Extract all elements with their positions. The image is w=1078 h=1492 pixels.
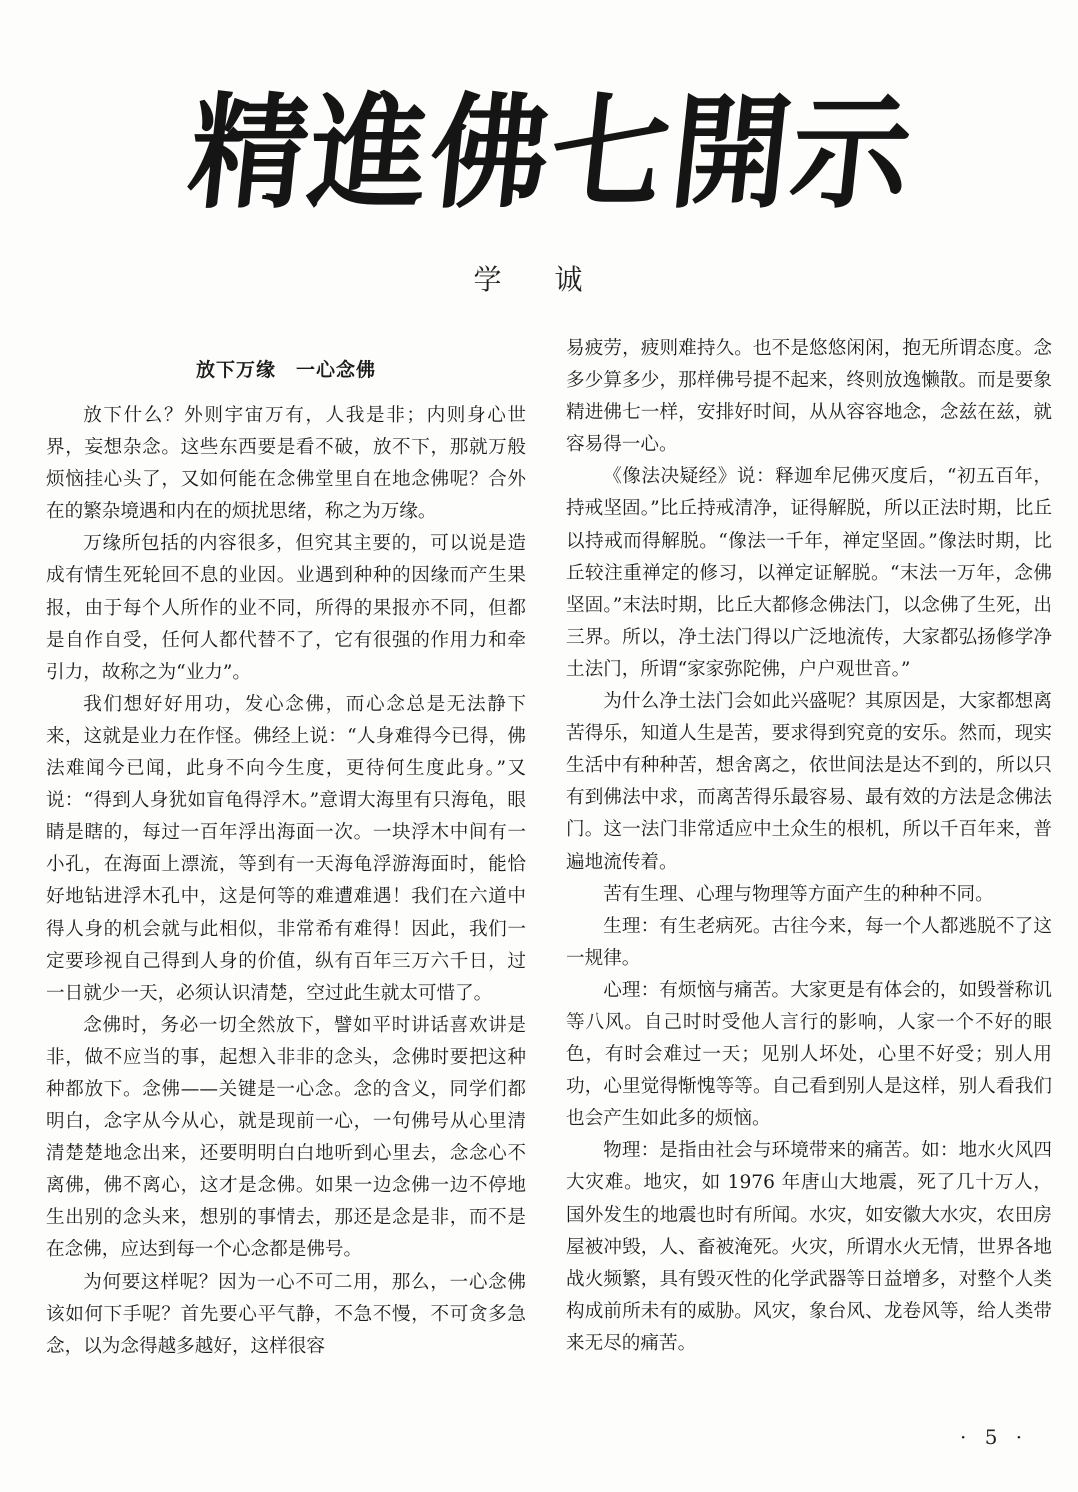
section-heading: 放下万缘 一心念佛 (195, 359, 376, 381)
title-char: 佛 (423, 79, 557, 226)
body-paragraph: 为什么净土法门会如此兴盛呢？其原因是，大家都想离苦得乐，知道人生是苦，要求得到究竟的安乐。然而，现实生活中有种种苦，想舍离之，依世间法是达不到的，所以只有到佛法中求，而离苦得乐最容易、最有效的方法是念佛法门。这一法门非常适应中土众生的根机，所以千百年来，普遍地流传着。 (566, 691, 1052, 873)
article-title (182, 78, 918, 228)
body-paragraph: 放下什么？外则宇宙万有，人我是非；内则身心世界，妄想杂念。这些东西要是看不破，放不下，那就万般烦恼挂心头了，又如何能在念佛堂里自在地念佛呢？合外在的繁杂境遇和内在的烦扰思绪，称之为万缘。 (46, 405, 526, 523)
body-paragraph: 念佛时，务必一切全然放下，譬如平时讲话喜欢讲是非，做不应当的事，起想入非非的念头，念佛时要把这种种都放下。念佛——关键是一心念。念的含义，同学们都明白，念字从今从心，就是现前一心，一句佛号从心里清清楚楚地念出来，还要明明白白地听到心里去，念念心不离佛，佛不离心，这才是念佛。如果一边念佛一边不停地生出别的念头来，想别的事情去，那还是念是非，而不是在念佛，应达到每一个心念都是佛号。 (46, 1014, 526, 1261)
body-paragraph: 物理：是指由社会与环境带来的痛苦。如：地水火风四大灾难。地灾，如 1976 年唐山大地震，死了几十万人，国外发生的地震也时有所闻。水灾，如安徽大水灾，农田房屋被冲毁，人、畜被淹死。火灾，所谓水火无情，世界各地战火频繁，具有毁灭性的化学武器等日益增多，对整个人类构成前所未有的威胁。风灾，象台风、龙卷风等，给人类带来无尽的痛苦。 (566, 1140, 1052, 1354)
page-number: · 5 · (960, 1425, 1029, 1449)
body-paragraph: 我们想好好用功，发心念佛，而心念总是无法静下来，这就是业力在作怪。佛经上说：“人身难得今已得，佛法难闻今已闻，此身不向今生度，更待何生度此身。”又说：“得到人身犹如盲龟得浮木。”意谓大海里有只海龟，眼睛是瞎的，每过一百年浮出海面一次。一块浮木中间有一小孔，在海面上漂流，等到有一天海龟浮游海面时，能恰好地钻进浮木孔中，这是何等的难遭难遇！我们在六道中得人身的机会就与此相似，非常希有难得！因此，我们一定要珍视自己得到人身的价值，纵有百年三万六千日，过一日就少一天，必须认识清楚，空过此生就太可惜了。 (46, 693, 526, 1004)
left-column (46, 350, 526, 1363)
body-paragraph: 万缘所包括的内容很多，但究其主要的，可以说是造成有情生死轮回不息的业因。业遇到种种的因缘而产生果报，由于每个人所作的业不同，所得的果报亦不同，但都是自作自受，任何人都代替不了，它有很强的作用力和牵引力，故称之为“业力”。 (46, 533, 526, 683)
body-paragraph: 为何要这样呢？因为一心不可二用，那么，一心念佛该如何下手呢？首先要心平气静，不急不慢，不可贪多急念，以为念得越多越好，这样很容 (46, 1271, 526, 1357)
title-char: 精 (182, 79, 316, 226)
right-column (566, 333, 1052, 1360)
title-char: 示 (784, 79, 918, 226)
author-name: 学 诚 (473, 263, 605, 296)
body-paragraph: 苦有生理、心理与物理等方面产生的种种不同。 (603, 883, 994, 905)
title-char: 開 (663, 79, 798, 226)
continued-paragraph: 易疲劳，疲则难持久。也不是悠悠闲闲，抱无所谓态度。念多少算多少，那样佛号提不起来，终则放逸懒散。而是要象精进佛七一样，安排好时间，从从容容地念，念兹在兹，就容易得一心。 (566, 338, 1052, 456)
body-paragraph: 生理：有生老病死。古往今来，每一个人都逃脱不了这一规律。 (566, 915, 1052, 969)
title-char: 七 (543, 79, 677, 226)
body-paragraph: 心理：有烦恼与痛苦。大家更是有体会的，如毁誉称讥等八风。自己时时受他人言行的影响，人家一个不好的眼色，有时会难过一天；见别人坏处，心里不好受；别人用功，心里觉得惭愧等等。自己看到别人是这样，别人看我们也会产生如此多的烦恼。 (566, 979, 1052, 1130)
body-paragraph: 《像法决疑经》说：释迦牟尼佛灭度后，“初五百年，持戒坚固。”比丘持戒清净，证得解脱，所以正法时期，比丘以持戒而得解脱。“像法一千年，禅定坚固。”像法时期，比丘较注重禅定的修习，以禅定证解脱。“末法一万年，念佛坚固。”末法时期，比丘大都修念佛法门，以念佛了生死，出三界。所以，净土法门得以广泛地流传，大家都弘扬修学净土法门，所谓“家家弥陀佛，户户观世音。” (566, 466, 1052, 680)
title-char: 進 (302, 79, 437, 226)
